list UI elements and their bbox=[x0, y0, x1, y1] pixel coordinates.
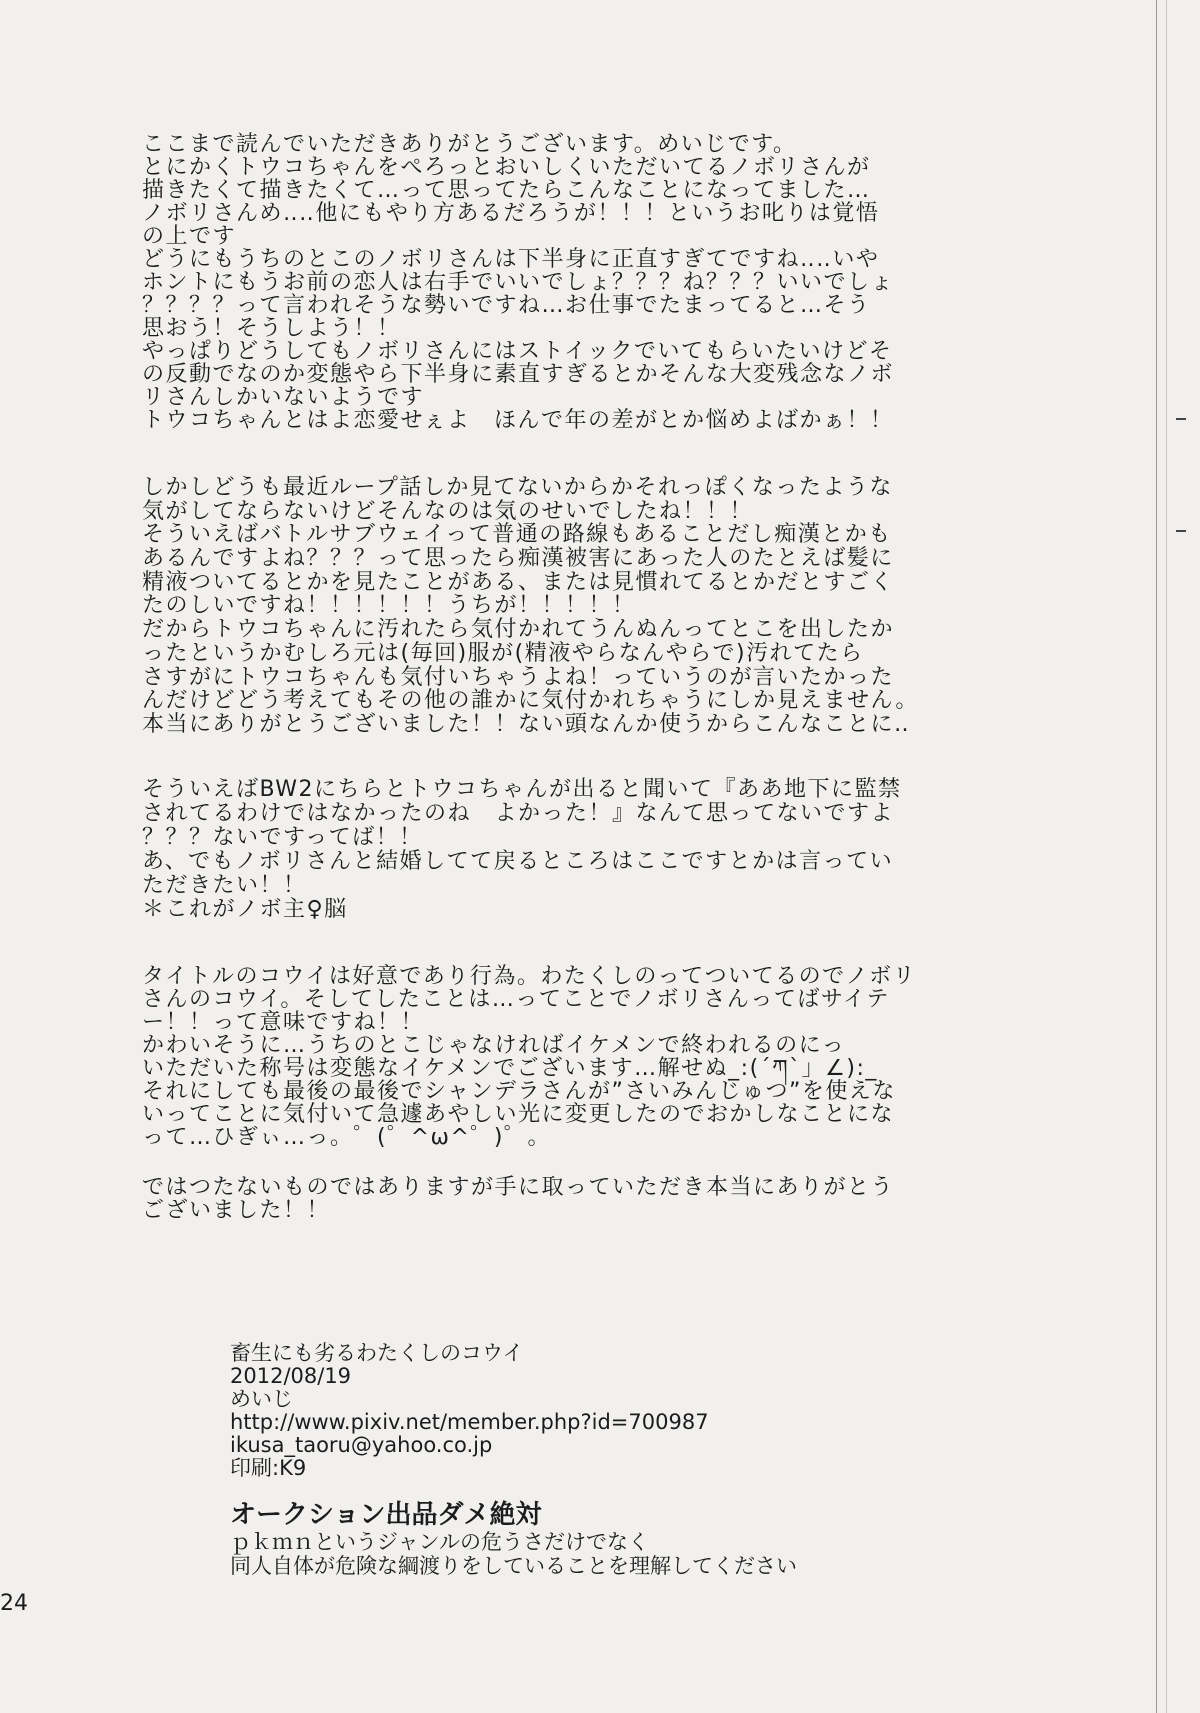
warning-title: オークション出品ダメ絶対 bbox=[230, 1500, 542, 1530]
text-line: んだけどどう考えてもその他の誰かに気付かれちゃうにしか見えません。 bbox=[142, 688, 919, 714]
text-line: 精液ついてるとかを見たことがある、または見慣れてるとかだとすごく bbox=[142, 569, 895, 595]
warning-line: 同人自体が危険な綱渡りをしていることを理解してください bbox=[230, 1554, 797, 1578]
text-line: ノボリさんめ‥‥他にもやり方あるだろうが！！！というお叱りは覚悟 bbox=[142, 201, 880, 226]
text-line: ではつたないものではありますが手に取っていただき本当にありがとう bbox=[142, 1175, 895, 1200]
text-line: どうにもうちのとこのノボリさんは下半身に正直すぎてですね‥‥いや bbox=[142, 247, 880, 272]
text-line: ただきたい！！ bbox=[142, 873, 307, 898]
text-line: 本当にありがとうございました！！ない頭なんか使うからこんなことに‥ bbox=[142, 711, 911, 737]
text-line: されてるわけではなかったのね よかった！』なんて思ってないですよ bbox=[142, 801, 895, 826]
author-url: http://www.pixiv.net/member.php?id=700987 bbox=[230, 1410, 709, 1434]
scan-mark bbox=[1176, 418, 1186, 420]
auction-warning bbox=[230, 1500, 797, 1578]
text-line: かわいそうに…うちのとこじゃなければイケメンで終われるのにっ bbox=[142, 1033, 846, 1058]
text-line: だからトウコちゃんに汚れたら気付かれてうんぬんってとこを出したか bbox=[142, 617, 895, 643]
colophon bbox=[230, 1342, 709, 1480]
paragraph-3 bbox=[142, 778, 1142, 922]
text-line: あるんですよね？？？って思ったら痴漢被害にあった人のたとえば髪に bbox=[142, 546, 894, 572]
text-line: 思おう！そうしよう！！ bbox=[142, 316, 401, 341]
text-line: ホントにもうお前の恋人は右手でいいでしょ？？？ね？？？いいでしょ bbox=[142, 270, 895, 295]
text-line: ここまで読んでいただきありがとうございます。めいじです。 bbox=[142, 132, 797, 157]
paragraph-1 bbox=[142, 133, 1142, 432]
text-line: ったというかむしろ元は(毎回)服が(精液やらなんやらで)汚れてたら bbox=[142, 640, 864, 666]
publish-date: 2012/08/19 bbox=[230, 1364, 352, 1388]
text-line: あ、でもノボリさんと結婚してて戻るところはここですとかは言ってい bbox=[142, 849, 894, 874]
text-line: って…ひぎぃ…っ。゜(゜^ω^゜)゜。 bbox=[142, 1125, 551, 1150]
paragraph-5 bbox=[142, 1176, 1142, 1222]
text-line: ？？？ないですってば！！ bbox=[142, 825, 423, 850]
paragraph-2 bbox=[142, 476, 1142, 737]
text-line: トウコちゃんとはよ恋愛せぇよ ほんで年の差がとか悩めよばかぁ！！ bbox=[142, 408, 894, 433]
text-line: ございました！！ bbox=[142, 1198, 331, 1223]
printer: 印刷:K9 bbox=[230, 1456, 307, 1480]
text-line: リさんしかいないようです bbox=[142, 385, 425, 410]
text-line: そういえばBW2にちらとトウコちゃんが出ると聞いて『ああ地下に監禁 bbox=[142, 777, 902, 802]
text-line: そういえばバトルサブウェイって普通の路線もあることだし痴漢とかも bbox=[142, 522, 892, 548]
text-line: ＊これがノボ主♀脳 bbox=[142, 897, 348, 922]
text-line: やっぱりどうしてもノボリさんにはストイックでいてもらいたいけどそ bbox=[142, 339, 893, 364]
text-line: の上です bbox=[142, 224, 237, 249]
text-line: しかしどうも最近ループ話しか見てないからかそれっぽくなったような bbox=[142, 475, 893, 500]
author-email: ikusa_taoru@yahoo.co.jp bbox=[230, 1433, 493, 1457]
text-line: さんのコウイ。そしてしたことは…ってことでノボリさんってばサイテ bbox=[142, 987, 890, 1012]
book-title: 畜生にも劣るわたくしのコウイ bbox=[230, 1341, 524, 1365]
text-line: さすがにトウコちゃんも気付いちゃうよね！っていうのが言いたかった bbox=[142, 664, 895, 690]
page-edge bbox=[1156, 0, 1157, 1713]
text-line: の反動でなのか変態やら下半身に素直すぎるとかそんな大変残念なノボ bbox=[142, 362, 895, 387]
text-line: ？？？？って言われそうな勢いですね…お仕事でたまってると…そう bbox=[142, 293, 871, 318]
scan-mark bbox=[1176, 530, 1186, 532]
warning-line: ｐｋｍｎというジャンルの危うさだけでなく bbox=[230, 1530, 650, 1554]
author-name: めいじ bbox=[230, 1387, 293, 1411]
text-line: ー！！って意味ですね！！ bbox=[142, 1010, 425, 1035]
paragraph-4 bbox=[142, 965, 1142, 1149]
text-line: いただいた称号は変態なイケメンでございます…解せぬ_:(´ཀ`」∠):_ bbox=[142, 1056, 878, 1081]
text-line: それにしても最後の最後でシャンデラさんが”さいみんじゅつ”を使えな bbox=[142, 1079, 896, 1104]
page-number: 24 bbox=[0, 1591, 28, 1616]
text-line: いってことに気付いて急遽あやしい光に変更したのでおかしなことにな bbox=[142, 1102, 895, 1127]
text-line: タイトルのコウイは好意であり行為。わたくしのってついてるのでノボリ bbox=[142, 964, 917, 989]
page-edge bbox=[1166, 0, 1167, 1713]
text-line: たのしいですね！！！！！！うちが！！！！！ bbox=[142, 593, 636, 619]
text-line: 気がしてならないけどそんなのは気のせいでしたね！！！ bbox=[142, 498, 754, 524]
text-line: 描きたくて描きたくて…って思ってたらこんなことになってました… bbox=[142, 178, 871, 203]
text-line: とにかくトウコちゃんをぺろっとおいしくいただいてるノボリさんが bbox=[142, 155, 871, 180]
